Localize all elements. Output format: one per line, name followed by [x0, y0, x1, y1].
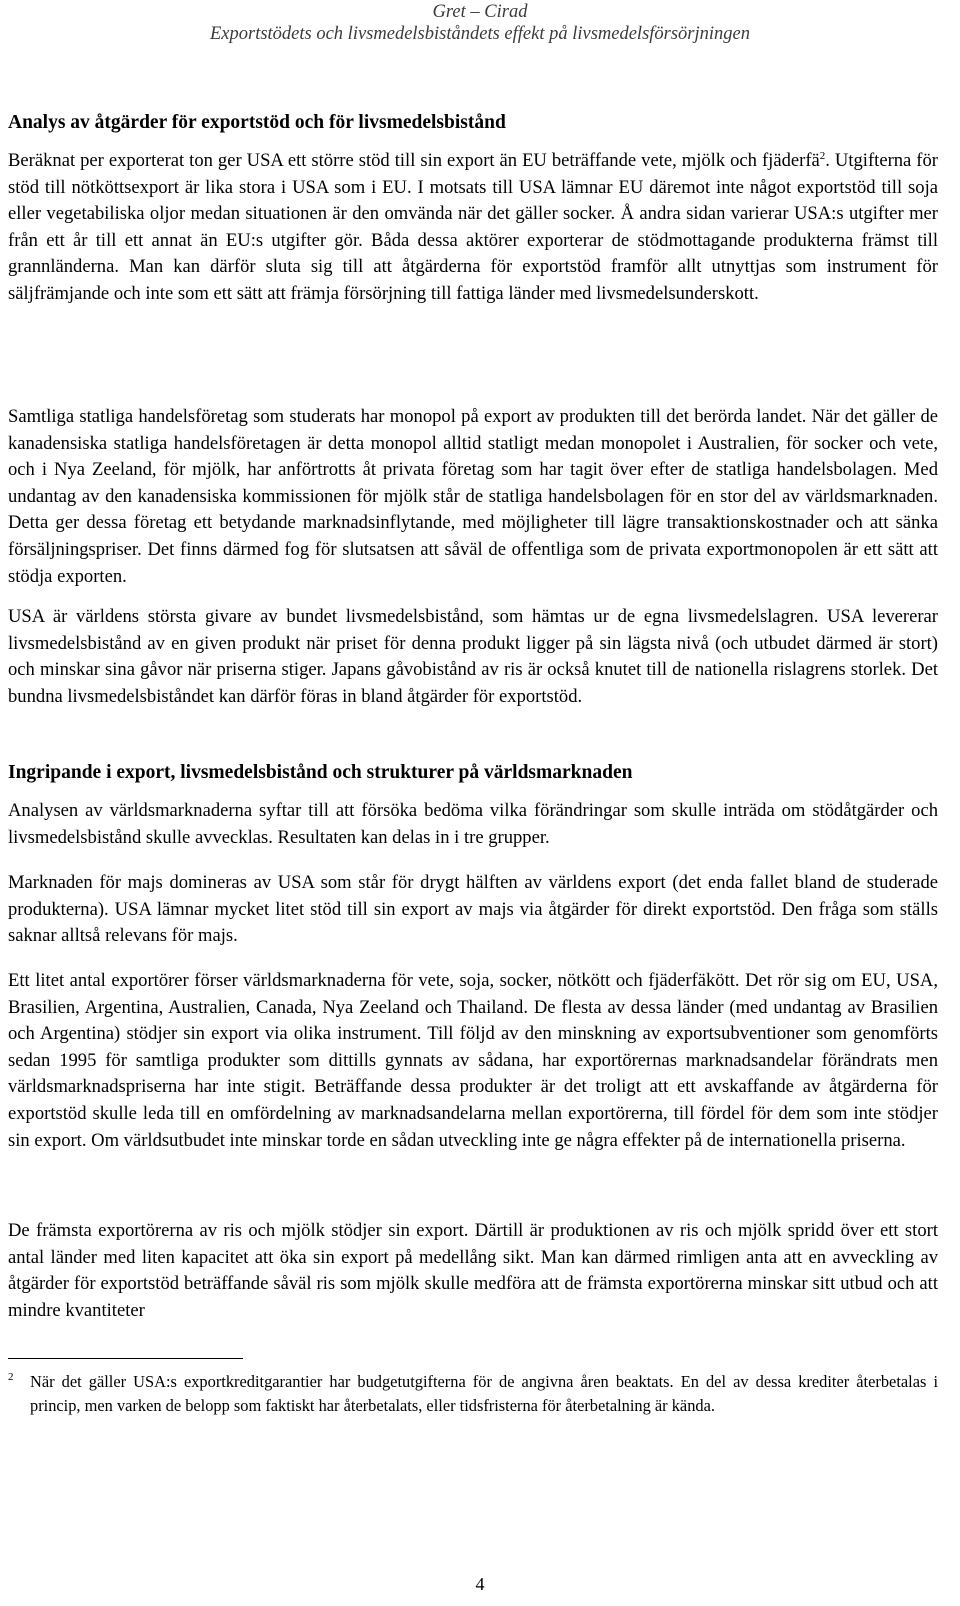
paragraph-state-trading: Samtliga statliga handelsföretag som studerats har monopol på export av produkten till det berörda landet. När det gäller de kanadensiska statliga handelsföretagen är detta monopol alltid statligt medan monopolet i Australien, för socker och vete, och i Nya Zeeland, för mjölk, har anförtrotts åt privata företag som har tagit över efter de statliga handelsbolagen. Med undantag av den kanadensiska kommissionen för mjölk står de statliga handelsbolagen för en stor del av världsmarknaden. Detta ger dessa företag ett betydande marknadsinflytande, med möjligheter till lägre transaktionskostnader och att sänka försäljningspriser. Det finns därmed fog för slutsatsen att såväl de offentliga som de privata exportmonopolen är ett sätt att stödja exporten. — [8, 406, 938, 587]
footnote-separator — [8, 1358, 243, 1359]
footnote-text: När det gäller USA:s exportkreditgarantier har budgetutgifterna för de angivna åren beaktats. En del av dessa krediter återbetalas i princip, men varken de belopp som faktiskt har återbetalats, eller tidsfristerna för återbetalning är kända. — [30, 1372, 938, 1415]
paragraph-few-exporters: Ett litet antal exportörer förser världsmarknaderna för vete, soja, socker, nötkött och fjäderfäkött. Det rör sig om EU, USA, Brasilien, Argentina, Australien, Canada, Nya Zeeland och Thailand. De flesta av dessa länder (med undantag av Brasilien och Argentina) stödjer sin export via olika instrument. Till följd av den minskning av exportsubventioner som genomförts sedan 1995 för samtliga produkter som dittills gynnats av sådana, har exportörernas marknadsandelar förändrats men världsmarknadspriserna har inte stigit. Beträffande dessa produkter är det troligt att ett avskaffande av åtgärderna för exportstöd skulle leda till en omfördelning av marknadsandelarna mellan exportörerna, till fördel för dem som inte stödjer sin export. Om världsutbudet inte minskar torde en sådan utveckling inte ge några effekter på de internationella priserna. — [8, 970, 938, 1151]
section-heading-intervention: Ingripande i export, livsmedelsbistånd och strukturer på världsmarknaden — [8, 762, 633, 783]
paragraph-analysis-intro: Analysen av världsmarknaderna syftar till att försöka bedöma vilka förändringar som skulle inträda om stödåtgärder och livsmedelsbistånd skulle avvecklas. Resultaten kan delas in i tre grupper. — [8, 800, 938, 848]
page-number: 4 — [475, 1574, 485, 1594]
footnote — [8, 1370, 938, 1417]
header-title: Exportstödets och livsmedelsbiståndets effekt på livsmedelsförsörjningen — [209, 24, 750, 44]
section-heading-analysis: Analys av åtgärder för exportstöd och för livsmedelsbistånd — [8, 112, 506, 133]
footnote-mark: 2 — [8, 1371, 14, 1383]
footnote-reference[interactable]: 2 — [819, 149, 826, 162]
paragraph-food-aid: USA är världens största givare av bundet livsmedelsbistånd, som hämtas ur de egna livsmedelslagren. USA levererar livsmedelsbistånd av en given produkt när priset för denna produkt ligger på sin lägsta nivå (och utbudet därmed är stort) och minskar sina gåvor när priserna stiger. Japans gåvobistånd av ris är också knutet till de nationella rislagrens storlek. Det bundna livsmedelsbiståndet kan därför föras in bland åtgärder för exportstöd. — [8, 606, 938, 707]
paragraph-text: . Utgifterna för stöd till nötköttsexport är lika stora i USA som i EU. I motsats till USA lämnar EU däremot inte något exportstöd till soja eller vegetabiliska oljor medan situationen är den omvända när det gäller socker. Å andra sidan varierar USA:s utgifter mer från ett år till ett annat än EU:s utgifter gör. Båda dessa aktörer exporterar de stödmottagande produkterna främst till grannländerna. Man kan därför sluta sig till att åtgärderna för exportstöd framför allt utnyttjas som instrument för säljfrämjande och inte som ett sätt att främja försörjning till fattiga länder med livsmedelsunderskott. — [8, 150, 938, 304]
paragraph-rice-milk: De främsta exportörerna av ris och mjölk stödjer sin export. Därtill är produktionen av ris och mjölk spridd över ett stort antal länder med liten kapacitet att öka sin export på medellång sikt. Man kan därmed rimligen anta att en avveckling av åtgärder för exportstöd beträffande såväl ris som mjölk skulle medföra att de främsta exportörerna minskar sitt utbud och att mindre kvantiteter — [8, 1220, 938, 1321]
paragraph-maize-market: Marknaden för majs domineras av USA som står för drygt hälften av världens export (det enda fallet bland de studerade produkterna). USA lämnar mycket litet stöd till sin export av majs via åtgärder för direkt exportstöd. Den fråga som ställs saknar alltså relevans för majs. — [8, 872, 938, 947]
paragraph-text: Beräknat per exporterat ton ger USA ett större stöd till sin export än EU beträffande vete, mjölk och fjäderfä — [8, 150, 820, 171]
paragraph-export-support-comparison — [8, 148, 938, 308]
header-authors: Gret – Cirad — [432, 2, 528, 22]
